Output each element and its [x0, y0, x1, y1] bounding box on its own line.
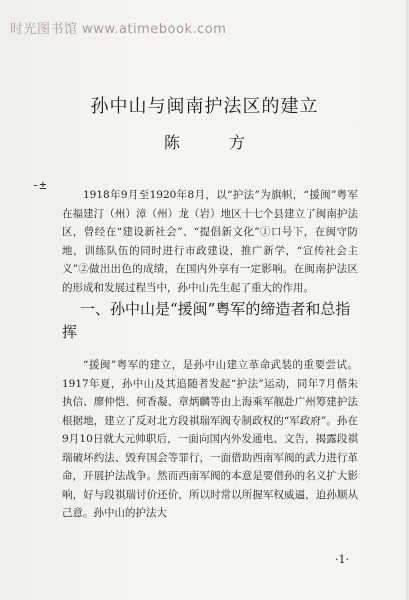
intro-paragraph: 1918年9月至1920年8月，以“护法”为旗帜，“援闽”粤军在福建汀（州）漳（州）龙（岩）地区十七个县建立了闽南护法区，曾经在“建设新社会”、“提倡新文化”①口号下，在闽守防地，训练队伍的同时进行市政建设，推广新学，“宣传社会主义”②做出出色的成绩，在国内外享有一定影响。在闽南护法区的形成和发展过程当中，孙中山先生起了重大的作用。	[62, 189, 358, 294]
article-title: 孙中山与闽南护法区的建立	[90, 96, 319, 117]
margin-mark: -±	[32, 178, 47, 192]
article-author: 陈 方	[163, 133, 268, 152]
body-paragraph: “援闽”粤军的建立，是孙中山建立革命武装的重要尝试。1917年夏，孙中山及其追随者发起“护法”运动，同年7月偕朱执信、廖仲恺、何香凝、章炳麟等由上海乘军舰赴广州筹建护法根据地，建立了反对北方段祺瑞军阀专制政权的“军政府”。孙在9月10日就大元帅职后，一面向国内外发通电、文告，揭露段祺瑞破坏约法、毁弃国会等罪行，一面借助西南军阀的武力进行革命，开展护法战争。然而西南军阀的本意是要借孙的名义扩大影响，好与段祺瑞讨价还价，所以时常以所握军权威逼，迫孙顺从己意。孙中山的护法大	[62, 359, 358, 519]
site-watermark: 时光图书馆 www.atimebook.com	[10, 22, 227, 37]
page-number: ·1·	[335, 553, 349, 566]
section-heading: 一、孙中山是“援闽”粤军的缔造者和总指挥	[62, 300, 351, 341]
